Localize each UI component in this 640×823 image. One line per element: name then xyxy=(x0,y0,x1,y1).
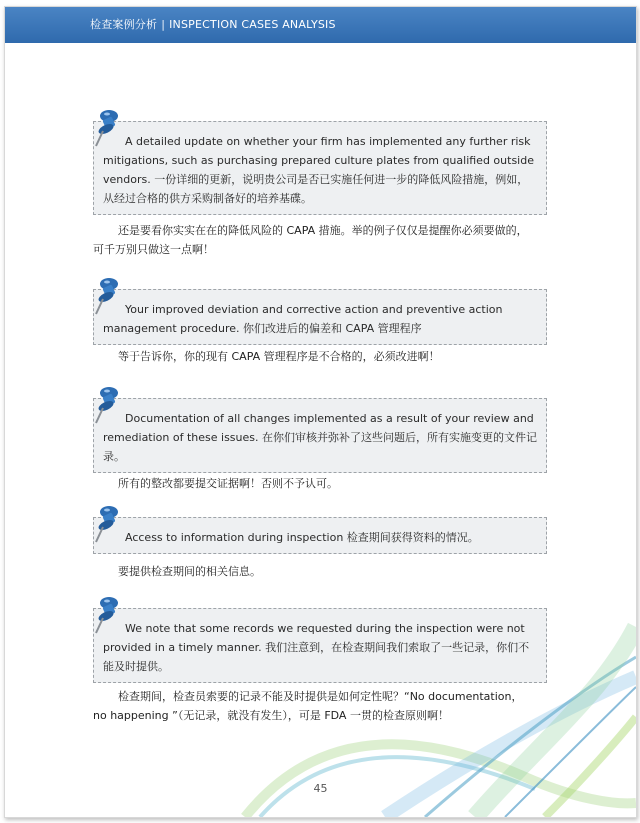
quote-line: Documentation of all changes implemented as a result of your review and xyxy=(125,412,534,425)
decorative-wave-graphic xyxy=(5,567,636,817)
comment-line: 检查期间，检查员索要的记录不能及时提供是如何定性呢？“No documentation， xyxy=(118,690,523,703)
header-separator: | xyxy=(161,18,166,31)
quote-box-4 xyxy=(93,517,547,554)
quote-line: management procedure. 你们改进后的偏差和 CAPA 管理程序 xyxy=(103,322,422,335)
pushpin-icon xyxy=(92,387,120,427)
header-title-cn: 检查案例分析 xyxy=(90,18,158,31)
header-title-en: INSPECTION CASES ANALYSIS xyxy=(169,18,336,31)
comment-line: 等于告诉你，你的现有 CAPA 管理程序是不合格的，必须改进啊！ xyxy=(118,350,440,363)
quote-line: 能及时提供。 xyxy=(103,660,169,673)
pushpin-icon xyxy=(92,110,120,150)
pushpin-icon xyxy=(92,506,120,546)
page-header xyxy=(5,7,636,43)
quote-box-3 xyxy=(93,398,547,473)
quote-line: provided in a timely manner. 我们注意到，在检查期间我们索取了一些记录，你们不 xyxy=(103,641,530,654)
quote-line: 从经过合格的供方采购制备好的培养基碟。 xyxy=(103,192,312,205)
quote-box-1 xyxy=(93,121,547,215)
comment-line: 还是要看你实实在在的降低风险的 CAPA 措施。举的例子仅仅是提醒你必须要做的， xyxy=(118,224,528,237)
quote-line: mitigations, such as purchasing prepared culture plates from qualified outside xyxy=(103,154,534,167)
header-title xyxy=(90,7,336,43)
comment-line: 可千万别只做这一点啊！ xyxy=(93,243,214,256)
quote-line: 录。 xyxy=(103,450,125,463)
comment-line: 所有的整改都要提交证据啊！否则不予认可。 xyxy=(118,477,338,490)
quote-line: Access to information during inspection 检查期间获得资料的情况。 xyxy=(125,531,479,544)
comment-1 xyxy=(93,221,547,259)
comment-line: no happening ”（无记录，就没有发生），可是 FDA 一贯的检查原则啊！ xyxy=(93,709,449,722)
quote-line: We note that some records we requested during the inspection were not xyxy=(125,622,525,635)
quote-box-2 xyxy=(93,289,547,345)
comment-3 xyxy=(93,474,547,493)
quote-line: remediation of these issues. 在你们审核并弥补了这些问题后，所有实施变更的文件记 xyxy=(103,431,538,444)
document-page xyxy=(4,6,637,818)
quote-line: vendors. 一份详细的更新，说明贵公司是否已实施任何进一步的降低风险措施，例如， xyxy=(103,173,529,186)
page-number: 45 xyxy=(313,782,328,795)
quote-line: Your improved deviation and corrective action and preventive action xyxy=(125,303,503,316)
quote-line: A detailed update on whether your firm has implemented any further risk xyxy=(125,135,531,148)
comment-2 xyxy=(93,347,547,366)
pushpin-icon xyxy=(92,278,120,318)
comment-line: 要提供检查期间的相关信息。 xyxy=(118,565,261,578)
